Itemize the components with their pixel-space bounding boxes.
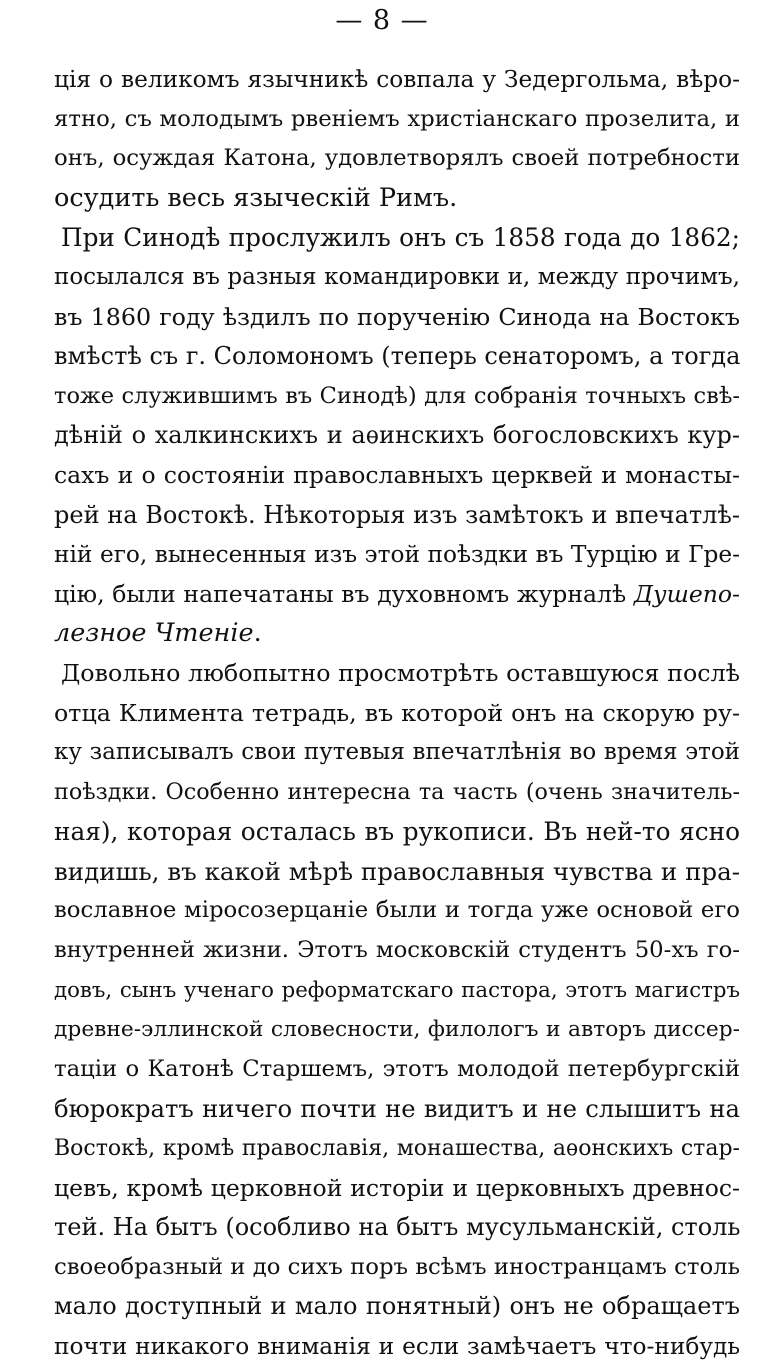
text-line: Востокѣ, кромѣ православія, монашества, аѳонскихъ стар- [54,1136,740,1162]
text-line: въ 1860 году ѣздилъ по порученію Синода на Востокъ [54,302,740,331]
text-line: видишь, въ какой мѣрѣ православныя чувства и пра- [54,856,740,886]
text-line: ку записывалъ свои путевыя впечатлѣнія во время этой [54,739,740,766]
text-line: вославное міросозерцаніе были и тогда уже основой его [54,897,740,924]
text-line: внутренней жизни. Этотъ московскій студентъ 50-хъ го- [54,937,740,964]
text-line: цевъ, кромѣ церковной исторіи и церковныхъ древнос- [54,1173,740,1202]
text-line: осудить весь языческій Римъ. [54,182,458,213]
text-line: мало доступный и мало понятный) онъ не обращаетъ [54,1292,740,1321]
text-line: своеобразный и до сихъ поръ всѣмъ иностранцамъ столь [54,1253,740,1280]
text-line: почти никакого вниманія и если замѣчаетъ что-нибудь [54,1333,740,1360]
text-line: сахъ и о состояніи православныхъ церквей и монасты- [54,460,740,489]
text-line: ная), которая осталась въ рукописи. Въ ней-то ясно [54,817,740,847]
page-number: — 8 — [335,5,429,36]
text-line [54,614,740,654]
text-line: ній его, вынесенныя изъ этой поѣздки въ Турцію и Гре- [54,541,740,569]
text-block [54,60,740,1367]
text-line: вмѣстѣ съ г. Соломономъ (теперь сенаторомъ, а тогда [54,342,741,371]
journal-title-part: Душепо- [633,579,740,608]
text-line: древне-эллинской словесности, филологъ и авторъ диссер- [54,1017,740,1043]
text-line: поѣздки. Особенно интересна та часть (очень значитель- [54,778,740,805]
text-line: таціи о Катонѣ Старшемъ, этотъ молодой петербургскій [54,1055,740,1082]
text-line: ятно, съ молодымъ рвеніемъ христіанскаго прозелита, и [54,105,740,132]
text-line-part: цію, были напечатаны въ духовномъ журналѣ [54,579,627,608]
text-line: Довольно любопытно просмотрѣть оставшуюся послѣ [61,658,740,687]
text-line: При Синодѣ прослужилъ онъ съ 1858 года до 1862; [61,223,740,253]
text-line-part: . [253,618,262,649]
text-line [54,575,740,615]
text-line: ція о великомъ язычникѣ совпала у Зедергольма, вѣро- [54,66,740,93]
text-line: тей. На бытъ (особливо на бытъ мусульманскій, столь [54,1213,741,1242]
text-line: онъ, осуждая Катона, удовлетворялъ своей потребности [54,145,740,172]
text-line: дѣній о халкинскихъ и аѳинскихъ богословскихъ кур- [54,421,740,450]
text-line: рей на Востокѣ. Нѣкоторыя изъ замѣтокъ и впечатлѣ- [54,500,740,529]
text-line: бюрократъ ничего почти не видитъ и не слышитъ на [54,1094,740,1124]
text-line: посылался въ разныя командировки и, между прочимъ, [54,263,740,290]
text-line: отца Климента тетрадь, въ которой онъ на скорую ру- [54,698,740,727]
text-line: тоже служившимъ въ Синодѣ) для собранія точныхъ свѣ- [54,382,740,409]
text-line: довъ, сынъ ученаго реформатскаго пастора, этотъ магистръ [54,977,740,1003]
journal-title-part: лезное Чтеніе [54,618,254,649]
